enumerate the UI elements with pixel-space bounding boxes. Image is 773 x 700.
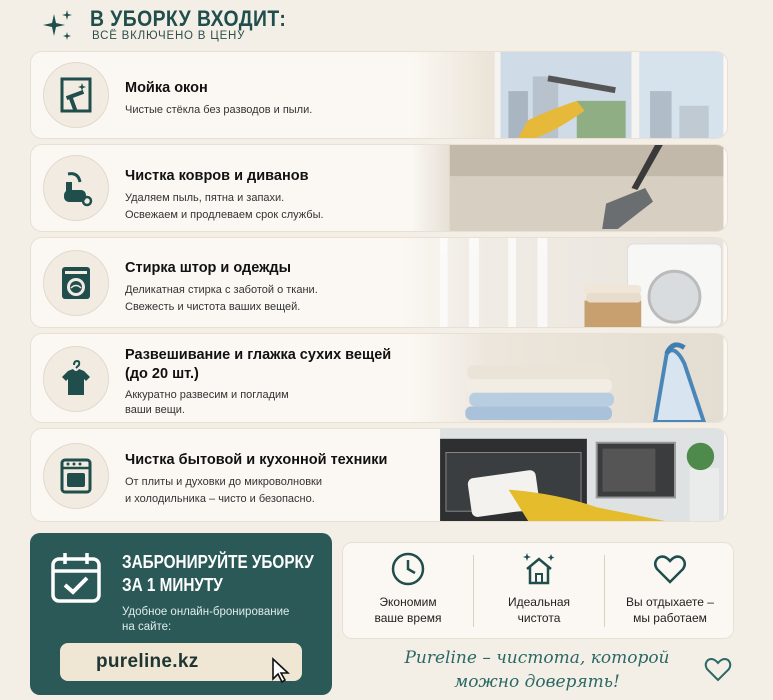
benefit-label-line: Идеальная <box>507 595 571 609</box>
carpet-cleaning-photo <box>407 145 727 231</box>
shirt-hanger-icon <box>56 359 96 399</box>
service-desc: Чистые стёкла без разводов и пыли. <box>125 104 313 116</box>
slogan-line: можно доверять! <box>454 672 620 692</box>
service-desc-line: Свежесть и чистота ваших вещей. <box>125 301 301 313</box>
sparkle-icon <box>40 8 74 42</box>
service-text <box>125 167 324 224</box>
window-squeegee-icon <box>56 75 96 115</box>
benefit-label-line: чистота <box>517 611 561 625</box>
washing-machine-icon <box>56 263 96 303</box>
booking-block <box>30 533 332 695</box>
service-card-appliances <box>30 428 728 522</box>
service-card-windows <box>30 51 728 139</box>
booking-subtitle-line: на сайте: <box>122 621 172 633</box>
service-desc-line: От плиты и духовки до микроволновки <box>125 476 322 488</box>
service-icon-circle <box>43 155 109 221</box>
service-icon-circle <box>43 62 109 128</box>
booking-title-line: ЗА 1 МИНУТУ <box>122 575 223 595</box>
benefits-panel <box>342 542 734 639</box>
service-desc <box>125 388 391 418</box>
service-card-laundry <box>30 237 728 328</box>
service-desc-line: Освежаем и продлеваем срок службы. <box>125 209 324 221</box>
benefit-item-time <box>343 543 473 638</box>
service-icon-circle <box>43 250 109 316</box>
vacuum-cleaner-icon <box>56 168 96 208</box>
benefit-label-line: ваше время <box>374 611 442 625</box>
benefit-label-line: Экономим <box>379 595 437 609</box>
service-icon-circle <box>43 443 109 509</box>
ironing-photo <box>407 334 727 422</box>
calendar-check-icon <box>50 551 102 605</box>
oven-icon <box>56 456 96 496</box>
benefit-item-relax <box>605 543 735 638</box>
service-text <box>125 346 391 418</box>
service-title: Развешивание и глажка сухих вещей <box>125 347 392 363</box>
benefit-label-line: Вы отдыхаете – <box>626 595 714 609</box>
booking-subtitle <box>122 605 289 635</box>
service-desc-line: и холодильника – чисто и безопасно. <box>125 493 315 505</box>
oven-cleaning-photo <box>437 429 727 521</box>
benefit-label <box>605 594 735 626</box>
service-desc-line: Удаляем пыль, пятна и запахи. <box>125 192 285 204</box>
benefit-label <box>343 594 473 626</box>
clock-icon <box>390 551 426 587</box>
benefit-item-clean <box>474 543 604 638</box>
service-card-carpets <box>30 144 728 232</box>
booking-title <box>122 551 314 597</box>
booking-subtitle-line: Удобное онлайн-бронирование <box>122 606 290 618</box>
clean-house-icon <box>521 551 557 587</box>
service-title-cont: (до 20 шт.) <box>125 366 199 382</box>
service-title: Стирка штор и одежды <box>125 260 291 276</box>
service-icon-circle <box>43 346 109 412</box>
service-text <box>125 259 318 316</box>
slogan-line: Pureline – чистота, которой <box>404 648 670 668</box>
service-desc <box>125 474 387 508</box>
benefit-label <box>474 594 604 626</box>
booking-title-line: ЗАБРОНИРУЙТЕ УБОРКУ <box>122 552 314 572</box>
laundry-photo <box>397 238 727 327</box>
service-title: Мойка окон <box>125 80 208 96</box>
benefit-label-line: мы работаем <box>633 611 707 625</box>
service-text <box>125 79 312 119</box>
section-title: В УБОРКУ ВХОДИТ: <box>90 6 287 31</box>
service-text <box>125 451 387 508</box>
service-desc <box>125 282 318 316</box>
cursor-icon <box>270 657 292 683</box>
service-desc <box>125 190 324 224</box>
section-subtitle: ВСЁ ВКЛЮЧЕНО В ЦЕНУ <box>92 30 246 42</box>
window-cleaning-photo <box>407 52 727 138</box>
service-card-ironing <box>30 333 728 423</box>
heart-icon <box>652 551 688 587</box>
heart-outline-icon <box>703 655 733 683</box>
service-desc-line: ваши вещи. <box>125 404 185 416</box>
service-desc-line: Аккуратно развесим и погладим <box>125 389 289 401</box>
website-link-button[interactable]: pureline.kz <box>60 643 302 681</box>
slogan <box>372 646 702 694</box>
service-desc-line: Деликатная стирка с заботой о ткани. <box>125 284 318 296</box>
service-title: Чистка ковров и диванов <box>125 168 309 184</box>
service-title: Чистка бытовой и кухонной техники <box>125 452 388 468</box>
